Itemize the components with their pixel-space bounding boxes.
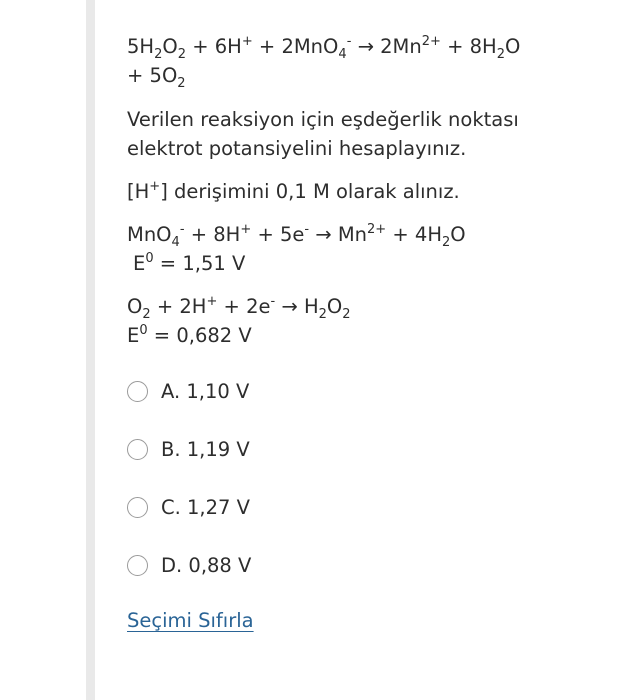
answer-options	[127, 362, 597, 594]
option-b-label: B. 1,19 V	[161, 437, 250, 461]
half-reaction-1-potential: $E^0 = 1,51$ V	[133, 251, 246, 275]
half-reaction-2-potential: $E^0 = 0,682$ V	[127, 323, 252, 347]
option-d-label: D. 0,88 V	[161, 553, 252, 577]
half-reaction-1	[127, 220, 597, 278]
overall-reaction	[127, 32, 597, 90]
reset-selection-link[interactable]: Seçimi Sıfırla	[127, 609, 254, 632]
half-reaction-2	[127, 292, 597, 350]
radio-button-c[interactable]	[127, 497, 148, 518]
left-panel-border	[0, 0, 88, 700]
option-d[interactable]	[127, 536, 597, 594]
half-reaction-2-equation: $O_2 + 2H^+ + 2e^- \to H_2O_2$	[127, 294, 351, 322]
half-reaction-1-equation: $MnO_4^- + 8H^+ + 5e^- \to Mn^{2+} + 4H_2O$	[127, 222, 466, 250]
option-b[interactable]	[127, 420, 597, 478]
reaction-line-2: + $5O_2$	[127, 64, 186, 91]
radio-button-d[interactable]	[127, 555, 148, 576]
option-a-label: A. 1,10 V	[161, 379, 250, 403]
reaction-line-1: $5H_2O_2 + 6H^+ + 2MnO_4^- \to 2Mn^{2+} + 8H_2O$	[127, 34, 521, 62]
question-text: Verilen reaksiyon için eşdeğerlik noktası elektrot potansiyelini hesaplayınız.	[127, 108, 519, 160]
radio-button-b[interactable]	[127, 439, 148, 460]
option-a[interactable]	[127, 362, 597, 420]
option-c[interactable]	[127, 478, 597, 536]
question-content	[127, 32, 597, 635]
radio-button-a[interactable]	[127, 381, 148, 402]
option-c-label: C. 1,27 V	[161, 495, 250, 519]
h-concentration-note: [H+] derişimini 0,1 M olarak alınız.	[127, 179, 460, 203]
